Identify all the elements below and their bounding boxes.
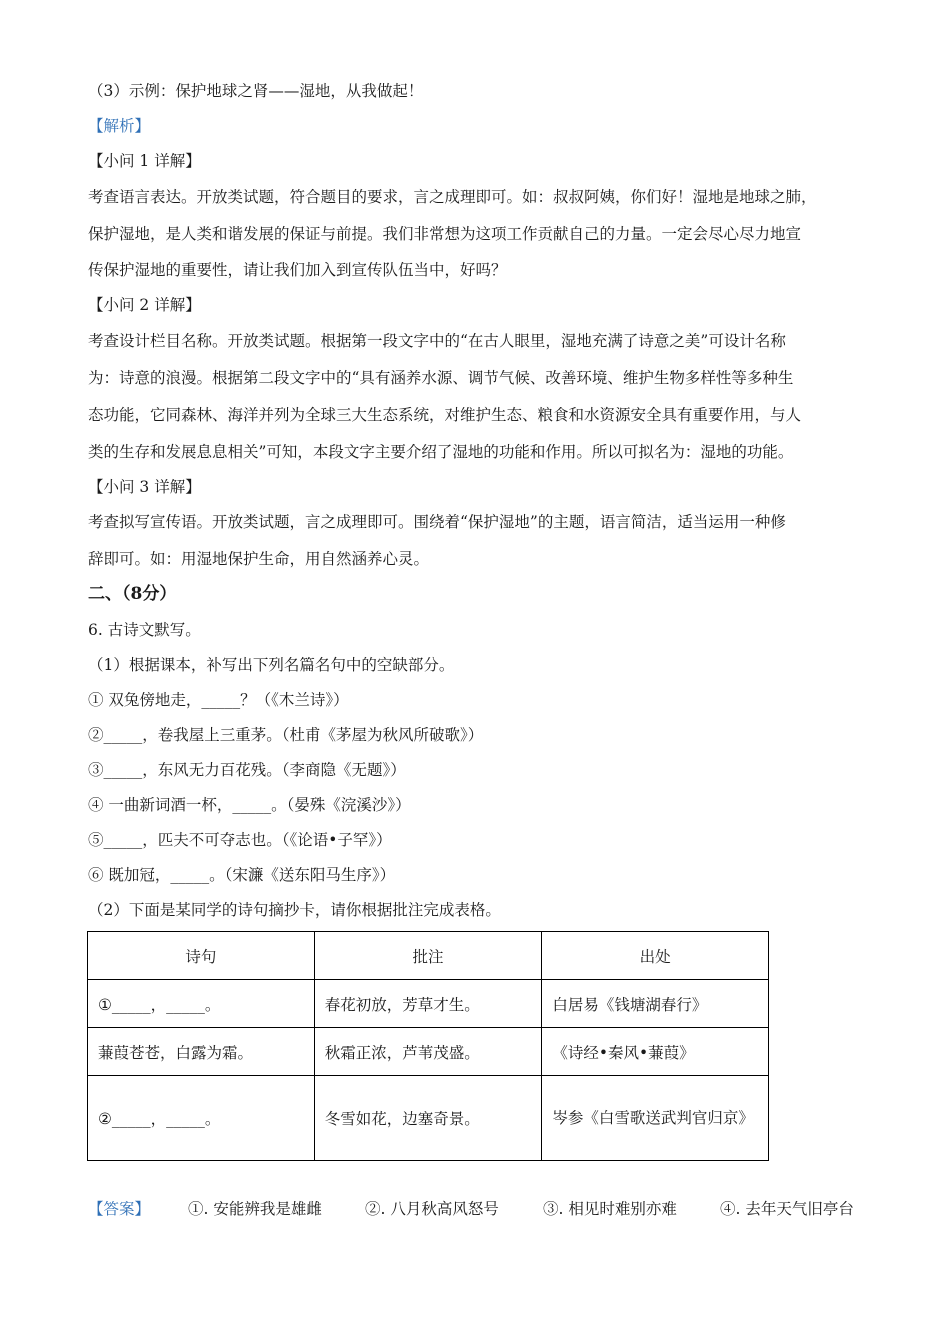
part-1-intro: （1）根据课本，补写出下列名篇名句中的空缺部分。 <box>88 656 455 674</box>
q1-line-3: 传保护湿地的重要性，请让我们加入到宣传队伍当中，好吗？ <box>88 261 507 279</box>
q1-heading: 【小问 1 详解】 <box>88 152 201 170</box>
table-header: 诗句 <box>88 932 315 980</box>
fill-item-1: ① 双兔傍地走，_____？（《木兰诗》） <box>88 691 349 709</box>
q1-line-2: 保护湿地，是人类和谐发展的保证与前提。我们非常想为这项工作贡献自己的力量。一定会尽心尽力地宣 <box>88 225 802 243</box>
table-cell: 秋霜正浓，芦苇茂盛。 <box>314 1028 542 1076</box>
table-cell: 白居易《钱塘湖春行》 <box>542 980 769 1028</box>
table-cell: 冬雪如花，边塞奇景。 <box>314 1076 542 1161</box>
answer-item-2: ②. 八月秋高风怒号 <box>365 1200 499 1218</box>
question-6-title: 6. 古诗文默写。 <box>88 621 201 639</box>
fill-item-5: ⑤_____，匹夫不可夺志也。（《论语•子罕》） <box>88 831 392 849</box>
part-2-intro: （2）下面是某同学的诗句摘抄卡，请你根据批注完成表格。 <box>88 901 501 919</box>
answer-item-1: ①. 安能辨我是雄雌 <box>188 1200 322 1218</box>
q3-line-1: 考查拟写宣传语。开放类试题，言之成理即可。围绕着“保护湿地”的主题，语言简洁，适当运用一种修 <box>88 513 786 531</box>
answer-tag: 【答案】 <box>88 1200 151 1218</box>
table-header-row <box>88 932 769 980</box>
q2-line-3: 态功能，它同森林、海洋并列为全球三大生态系统，对维护生态、粮食和水资源安全具有重要作用，与人 <box>88 406 802 424</box>
table-cell: 蒹葭苍苍，白露为霜。 <box>88 1028 315 1076</box>
q2-line-1: 考查设计栏目名称。开放类试题。根据第一段文字中的“在古人眼里，湿地充满了诗意之美”可设计名称 <box>88 332 786 350</box>
table-header: 批注 <box>314 932 542 980</box>
answer-item-4: ④. 去年天气旧亭台 <box>720 1200 854 1218</box>
q3-line-2: 辞即可。如：用湿地保护生命，用自然涵养心灵。 <box>88 550 430 568</box>
poetry-card-table <box>87 931 769 1161</box>
example-answer-3: （3）示例：保护地球之肾——湿地，从我做起！ <box>88 82 424 100</box>
q3-heading: 【小问 3 详解】 <box>88 478 201 496</box>
table-cell: ①_____，_____。 <box>88 980 315 1028</box>
table-cell: 《诗经•秦风•蒹葭》 <box>542 1028 769 1076</box>
table-row <box>88 1076 769 1161</box>
q2-heading: 【小问 2 详解】 <box>88 296 201 314</box>
answer-item-3: ③. 相见时难别亦难 <box>543 1200 677 1218</box>
fill-item-3: ③_____，东风无力百花残。（李商隐《无题》） <box>88 761 406 779</box>
analysis-tag: 【解析】 <box>88 117 151 135</box>
section-heading: 二、（8分） <box>88 584 177 604</box>
fill-item-2: ②_____，卷我屋上三重茅。（杜甫《茅屋为秋风所破歌》） <box>88 726 484 744</box>
table-cell: 春花初放，芳草才生。 <box>314 980 542 1028</box>
table-cell: ②_____，_____。 <box>88 1076 315 1161</box>
q2-line-2: 为：诗意的浪漫。根据第二段文字中的“具有涵养水源、调节气候、改善环境、维护生物多样性等多种生 <box>88 369 794 387</box>
table-header: 出处 <box>542 932 769 980</box>
q1-line-1: 考查语言表达。开放类试题，符合题目的要求，言之成理即可。如：叔叔阿姨，你们好！湿地是地球之肺， <box>88 188 817 206</box>
table-row <box>88 980 769 1028</box>
table-row <box>88 1028 769 1076</box>
q2-line-4: 类的生存和发展息息相关”可知，本段文字主要介绍了湿地的功能和作用。所以可拟名为：湿地的功能。 <box>88 443 794 461</box>
fill-item-4: ④ 一曲新词酒一杯，_____。（晏殊《浣溪沙》） <box>88 796 411 814</box>
table-cell: 岑参《白雪歌送武判官归京》 <box>542 1076 769 1161</box>
fill-item-6: ⑥ 既加冠，_____。（宋濂《送东阳马生序》） <box>88 866 396 884</box>
